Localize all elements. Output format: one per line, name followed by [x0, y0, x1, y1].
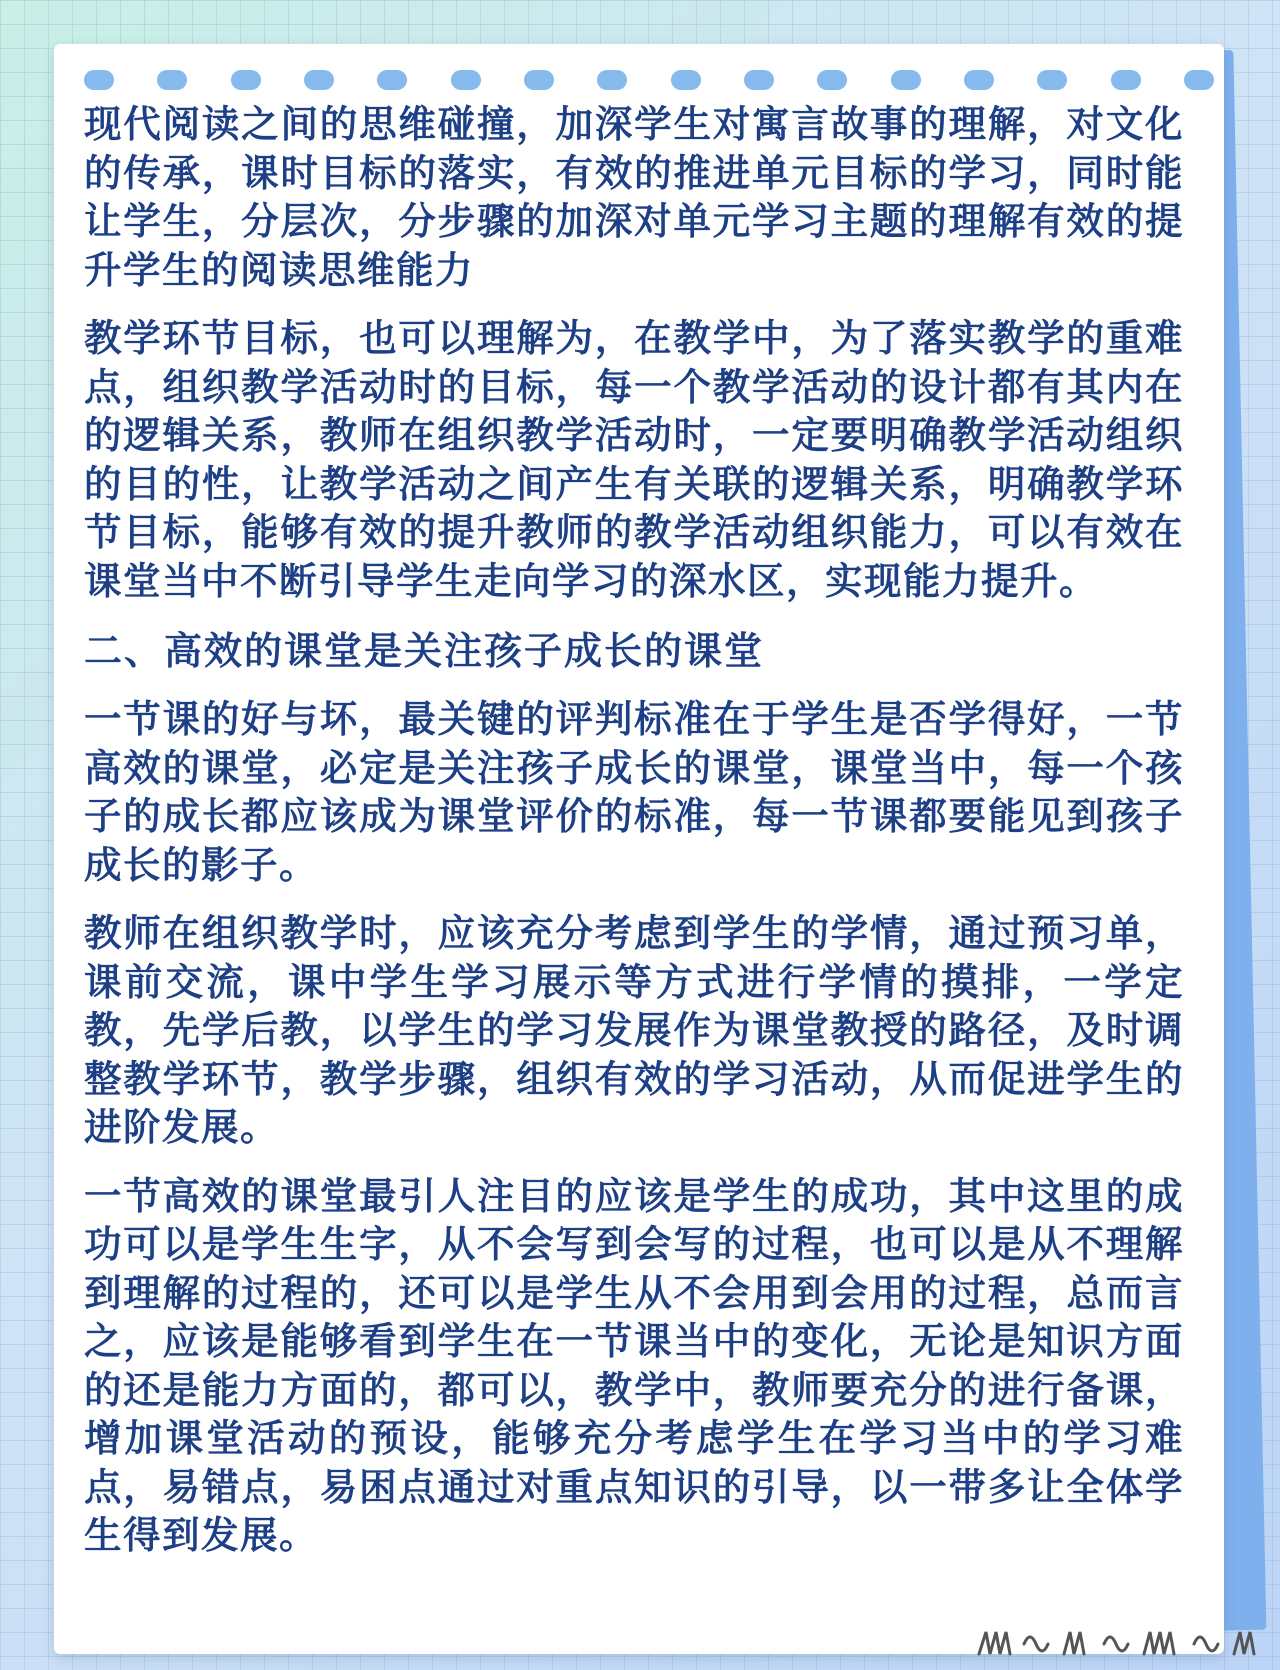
notebook-page	[54, 44, 1224, 1654]
paragraph: 现代阅读之间的思维碰撞，加深学生对寓言故事的理解，对文化的传承，课时目标的落实，有效的推进单元目标的学习，同时能让学生，分层次，分步骤的加深对单元学习主题的理解有效的提升学生的阅读思维能力	[84, 102, 1184, 292]
binding-hole	[671, 70, 701, 90]
binding-hole	[1037, 70, 1067, 90]
binding-hole	[891, 70, 921, 90]
binding-hole	[377, 70, 407, 90]
binding-hole	[84, 70, 114, 90]
binding-hole	[597, 70, 627, 90]
binding-hole	[1111, 70, 1141, 90]
article-body	[84, 100, 1184, 1580]
pen-scribble-decoration	[974, 1624, 1274, 1664]
paragraph: 一节课的好与坏，最关键的评判标准在于学生是否学得好，一节高效的课堂，必定是关注孩子成长的课堂，课堂当中，每一个孩子的成长都应该成为课堂评价的标准，每一节课都要能见到孩子成长的影子。	[84, 697, 1184, 887]
binding-hole	[157, 70, 187, 90]
binding-hole	[744, 70, 774, 90]
binding-hole	[1184, 70, 1214, 90]
spiral-binding	[84, 70, 1214, 92]
paragraph: 一节高效的课堂最引人注目的应该是学生的成功，其中这里的成功可以是学生生字，从不会写到会写的过程，也可以是从不理解到理解的过程的，还可以是学生从不会用到会用的过程，总而言之，应该是能够看到学生在一节课当中的变化，无论是知识方面的还是能力方面的，都可以，教学中，教师要充分的进行备课，增加课堂活动的预设，能够充分考虑学生在学习当中的学习难点，易错点，易困点通过对重点知识的引导，以一带多让全体学生得到发展。	[84, 1173, 1184, 1557]
paragraph: 教师在组织教学时，应该充分考虑到学生的学情，通过预习单，课前交流，课中学生学习展示等方式进行学情的摸排，一学定教，先学后教，以学生的学习发展作为课堂教授的路径，及时调整教学环节，教学步骤，组织有效的学习活动，从而促进学生的进阶发展。	[84, 911, 1184, 1149]
paragraph: 教学环节目标，也可以理解为，在教学中，为了落实教学的重难点，组织教学活动时的目标，每一个教学活动的设计都有其内在的逻辑关系，教师在组织教学活动时，一定要明确教学活动组织的目的性，让教学活动之间产生有关联的逻辑关系，明确教学环节目标，能够有效的提升教师的教学活动组织能力，可以有效在课堂当中不断引导学生走向学习的深水区，实现能力提升。	[84, 316, 1184, 603]
binding-hole	[451, 70, 481, 90]
binding-hole	[304, 70, 334, 90]
section-heading: 二、高效的课堂是关注孩子成长的课堂	[84, 629, 765, 673]
binding-hole	[964, 70, 994, 90]
binding-hole	[817, 70, 847, 90]
binding-hole	[231, 70, 261, 90]
binding-hole	[524, 70, 554, 90]
